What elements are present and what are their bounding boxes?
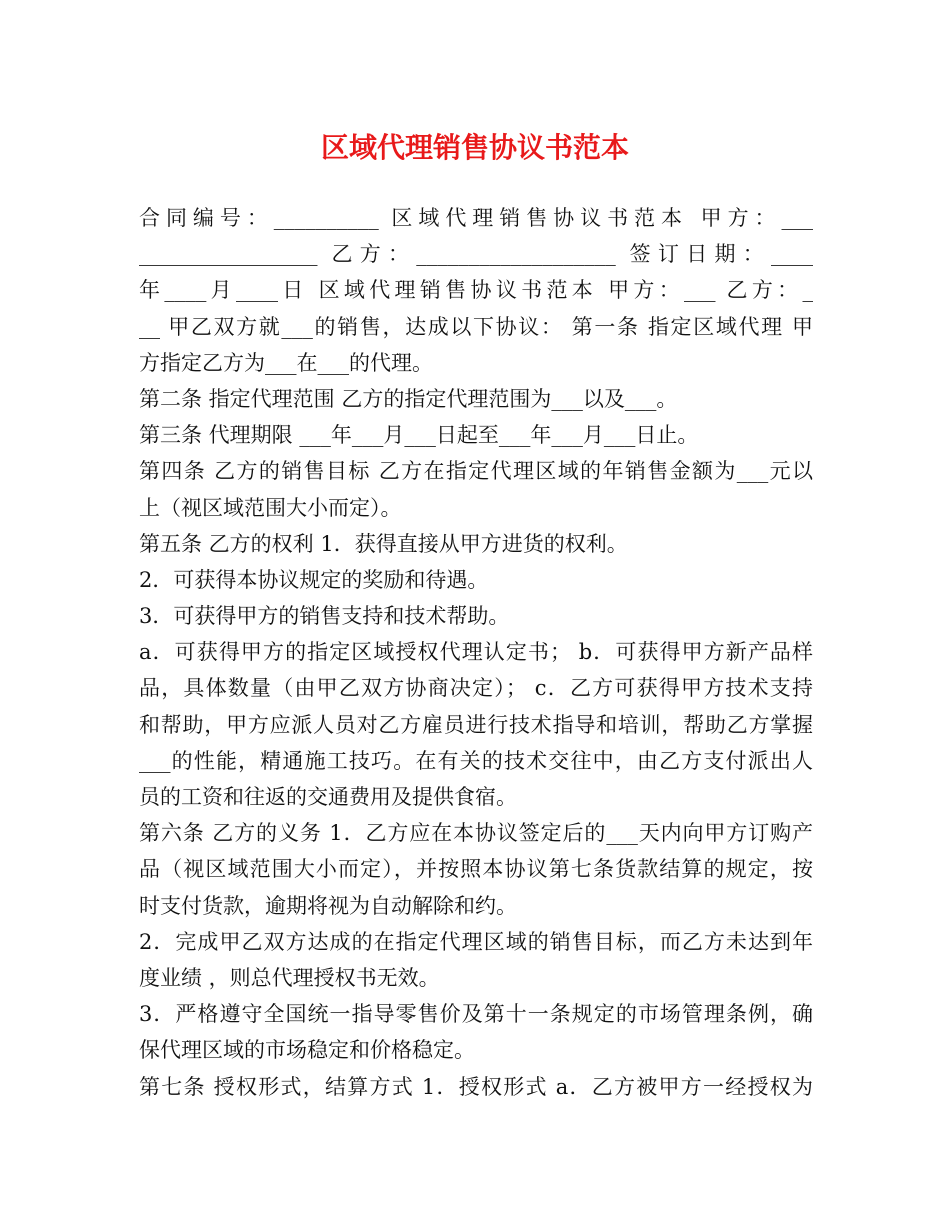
body-line: 方指定乙方为___在___的代理。 <box>139 350 433 375</box>
body-line: ___的性能，精通施工技巧。在有关的技术交往中，由乙方支付派出人 <box>139 748 813 773</box>
body-line: _________________ 乙方：___________________ 签订日期：____ <box>139 242 813 267</box>
body-line: 和帮助，甲方应派人员对乙方雇员进行技术指导和培训，帮助乙方掌握 <box>139 712 813 737</box>
body-line: 时支付货款，逾期将视为自动解除和约。 <box>139 893 517 918</box>
body-line: 度业绩 ，则总代理授权书无效。 <box>139 965 440 990</box>
body-line: 第二条 指定代理范围 乙方的指定代理范围为___以及___。 <box>139 386 678 411</box>
body-line: 第七条 授权形式，结算方式 1．授权形式 a．乙方被甲方一经授权为 <box>139 1074 813 1099</box>
body-line: 合同编号：__________ 区域代理销售协议书范本 甲方：___ <box>139 206 813 230</box>
body-line: 2．可获得本协议规定的奖励和待遇。 <box>139 567 489 592</box>
body-line: 品，具体数量（由甲乙双方协商决定）； c．乙方可获得甲方技术支持 <box>139 676 813 701</box>
body-line: 3．可获得甲方的销售支持和技术帮助。 <box>139 604 510 629</box>
body-line: 第三条 代理期限 ___年___月___日起至___年___月___日止。 <box>139 423 699 448</box>
body-line: a．可获得甲方的指定区域授权代理认定书； b．可获得甲方新产品样 <box>139 640 813 665</box>
body-line: 保代理区域的市场稳定和价格稳定。 <box>139 1038 475 1063</box>
body-line: 第六条 乙方的义务 1．乙方应在本协议签定后的___天内向甲方订购产 <box>139 821 813 846</box>
body-line: 2．完成甲乙双方达成的在指定代理区域的销售目标，而乙方未达到年 <box>139 929 813 954</box>
body-line: 员的工资和往返的交通费用及提供食宿。 <box>139 785 517 809</box>
body-line: 品（视区域范围大小而定），并按照本协议第七条货款结算的规定，按 <box>139 857 813 882</box>
body-line: 上（视区域范围大小而定）。 <box>139 495 402 520</box>
document-body <box>139 200 813 1105</box>
body-line: 年____月____日 区域代理销售协议书范本 甲方：___ 乙方：_ <box>139 278 813 303</box>
document-title: 区域代理销售协议书范本 <box>320 131 629 164</box>
body-line: __ 甲乙双方就___的销售，达成以下协议： 第一条 指定区域代理 甲 <box>139 314 813 339</box>
body-line: 第四条 乙方的销售目标 乙方在指定代理区域的年销售金额为___元以 <box>139 459 813 484</box>
body-line: 第五条 乙方的权利 1．获得直接从甲方进货的权利。 <box>139 531 628 556</box>
body-line: 3．严格遵守全国统一指导零售价及第十一条规定的市场管理条例，确 <box>139 1002 813 1027</box>
